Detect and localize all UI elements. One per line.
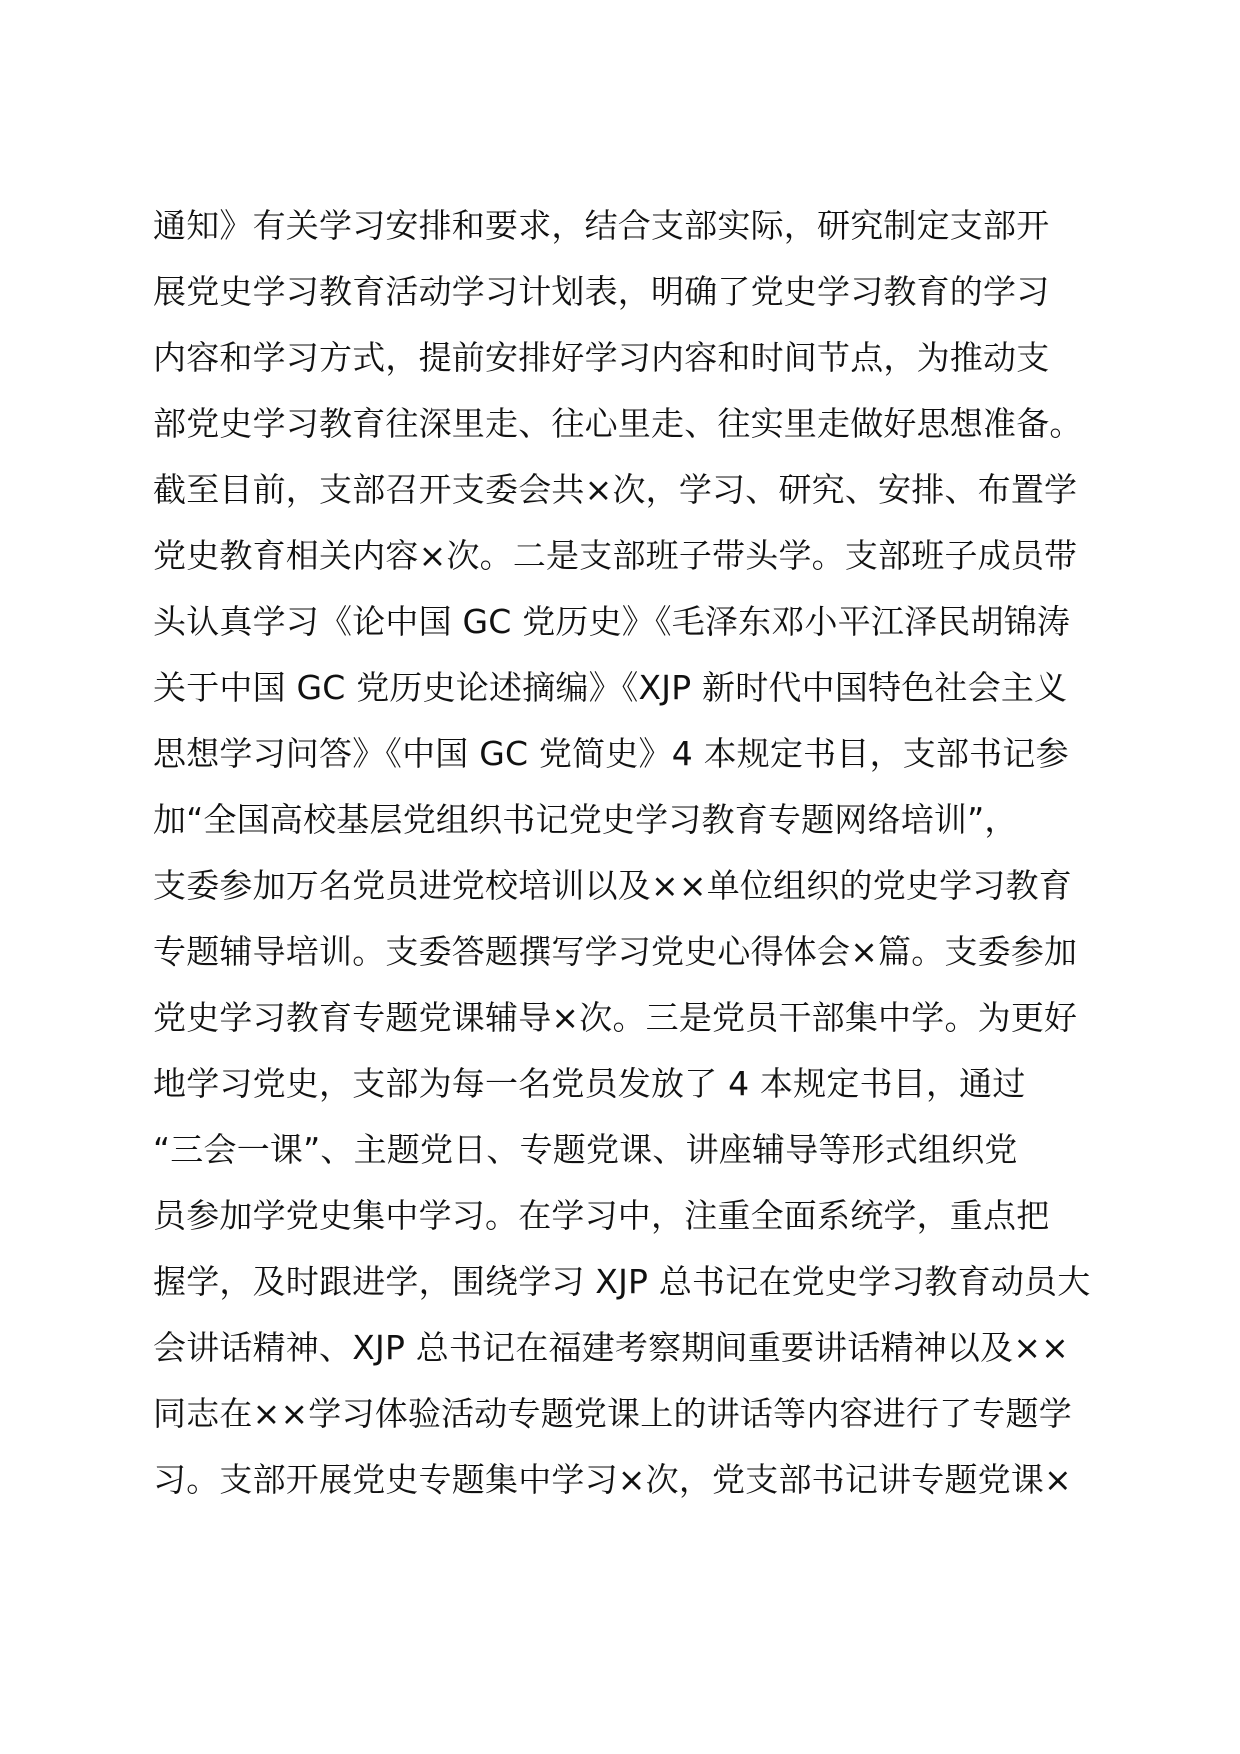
text-line-1: 通知》有关学习安排和要求，结合支部实际，研究制定支部开 <box>153 206 1050 245</box>
text-line-5: 截至目前，支部召开支委会共×次，学习、研究、安排、布置学 <box>153 470 1078 509</box>
text-line-12: 专题辅导培训。支委答题撰写学习党史心得体会×篇。支委参加 <box>153 932 1078 971</box>
text-line-8: 关于中国 GC 党历史论述摘编》《XJP 新时代中国特色社会主义 <box>153 668 1068 707</box>
text-line-10: 加“全国高校基层党组织书记党史学习教育专题网络培训”， <box>153 800 1018 839</box>
text-line-16: 员参加学党史集中学习。在学习中，注重全面系统学，重点把 <box>153 1196 1050 1235</box>
text-line-6: 党史教育相关内容×次。二是支部班子带头学。支部班子成员带 <box>153 536 1078 575</box>
text-line-20: 习。支部开展党史专题集中学习×次，党支部书记讲专题党课× <box>153 1460 1072 1499</box>
text-line-7: 头认真学习《论中国 GC 党历史》《毛泽东邓小平江泽民胡锦涛 <box>153 602 1071 641</box>
body-text <box>153 193 1093 1513</box>
text-line-11: 支委参加万名党员进党校培训以及××单位组织的党史学习教育 <box>153 866 1072 905</box>
text-line-18: 会讲话精神、XJP 总书记在福建考察期间重要讲话精神以及×× <box>153 1328 1070 1367</box>
text-line-3: 内容和学习方式，提前安排好学习内容和时间节点，为推动支 <box>153 338 1050 377</box>
text-line-4: 部党史学习教育往深里走、往心里走、往实里走做好思想准备。 <box>153 404 1083 443</box>
text-line-17: 握学，及时跟进学，围绕学习 XJP 总书记在党史学习教育动员大 <box>153 1262 1091 1301</box>
text-line-2: 展党史学习教育活动学习计划表，明确了党史学习教育的学习 <box>153 272 1050 311</box>
text-line-13: 党史学习教育专题党课辅导×次。三是党员干部集中学。为更好 <box>153 998 1078 1037</box>
text-line-9: 思想学习问答》《中国 GC 党简史》4 本规定书目，支部书记参 <box>153 734 1069 773</box>
text-line-19: 同志在××学习体验活动专题党课上的讲话等内容进行了专题学 <box>153 1394 1072 1433</box>
text-line-14: 地学习党史，支部为每一名党员发放了 4 本规定书目，通过 <box>153 1064 1026 1103</box>
text-line-15: “三会一课”、主题党日、专题党课、讲座辅导等形式组织党 <box>153 1130 1018 1169</box>
